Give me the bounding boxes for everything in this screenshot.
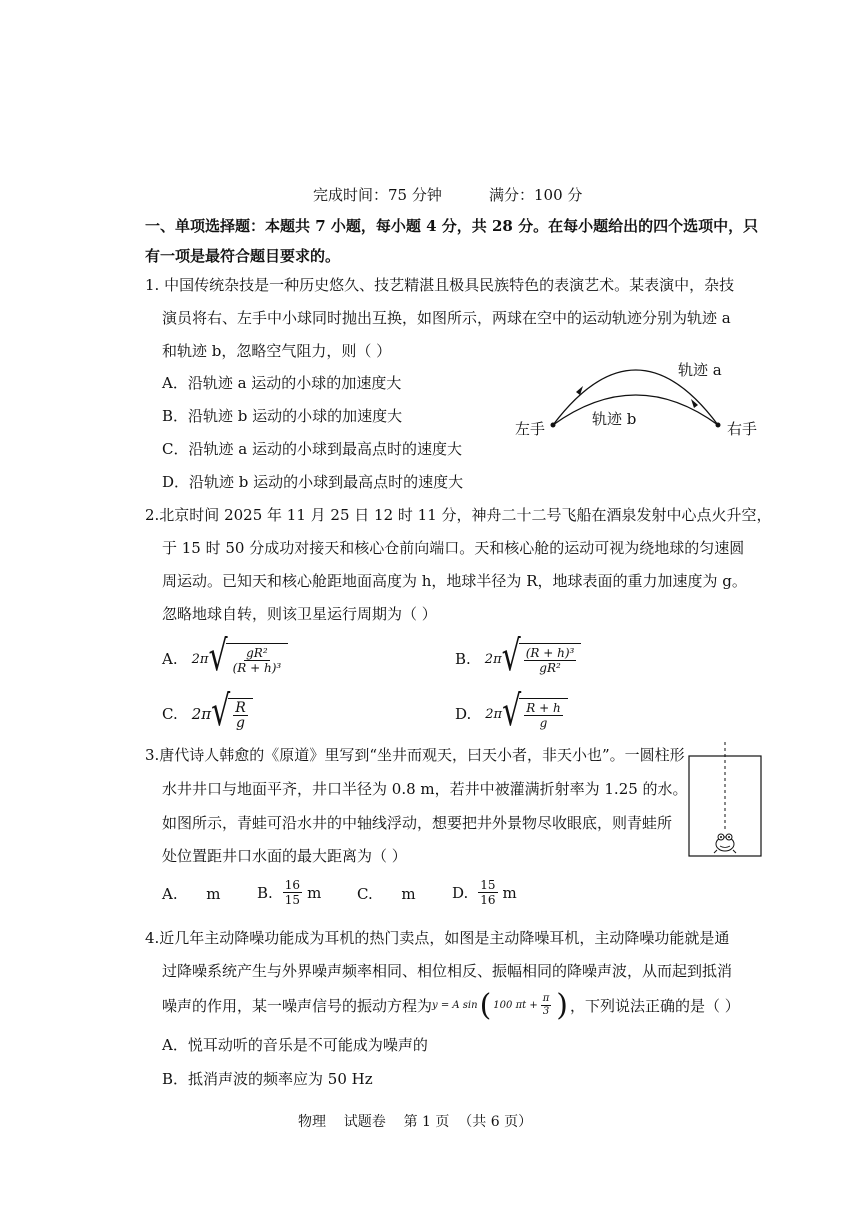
exam-score: 满分：100 分 xyxy=(489,186,583,204)
unit: m xyxy=(502,883,517,902)
numerator: R + h xyxy=(526,701,561,715)
option-letter: B. xyxy=(455,650,471,668)
label-trajectory-a: 轨迹 a xyxy=(678,361,722,379)
page-footer: 物理 试题卷 第 1 页 （共 6 页） xyxy=(298,1114,533,1130)
q1-text: 演员将右、左手中小球同时抛出互换，如图所示，两球在空中的运动轨迹分别为轨迹 a xyxy=(162,309,731,327)
denominator: 16 xyxy=(480,893,496,907)
equation-inner: 100 πt + xyxy=(493,1000,538,1011)
q1-option-b: B．沿轨迹 b 运动的小球的加速度大 xyxy=(162,407,403,425)
unit: m xyxy=(307,883,322,902)
denominator: (R + h)³ xyxy=(232,661,282,675)
q2-option-b: B. 2π √ $\frac{\text{(R + h)³}}{\text{gR²}}$ xyxy=(455,643,581,675)
q3-text: 水井井口与地面平齐，井口半径为 0.8 m，若井中被灌满折射率为 1.25 的水。 xyxy=(162,780,688,798)
q4-option-a: A．悦耳动听的音乐是不可能成为噪声的 xyxy=(162,1036,428,1054)
numerator: 16 xyxy=(284,878,301,892)
q4-text-line3 xyxy=(162,988,740,1023)
q3-option-c: C. m xyxy=(357,885,416,903)
left-hand-point xyxy=(551,423,556,428)
q3-text: 处位置距井口水面的最大距离为（ ） xyxy=(162,847,407,865)
q2-option-c: C. 2π √ $\frac{R}{g}$ xyxy=(162,698,253,730)
q2-text: 忽略地球自转，则该卫星运行周期为（ ） xyxy=(162,605,437,623)
option-letter: D. xyxy=(455,705,472,723)
q1-option-c: C．沿轨迹 a 运动的小球到最高点时的速度大 xyxy=(162,440,462,458)
two-pi: 2π xyxy=(191,705,212,723)
q4-text-post: ，下列说法正确的是（ ） xyxy=(570,997,740,1015)
right-hand-point xyxy=(716,423,721,428)
frog-icon xyxy=(714,834,736,853)
two-pi: 2π xyxy=(485,706,503,722)
option-letter: A. xyxy=(162,650,178,668)
q2-text: 周运动。已知天和核心舱距地面高度为 h，地球半径为 R，地球表面的重力加速度为 g。 xyxy=(162,572,747,590)
label-left-hand: 左手 xyxy=(515,420,546,438)
label-trajectory-b: 轨迹 b xyxy=(592,410,637,428)
option-letter: B. xyxy=(257,883,273,902)
option-letter: C. xyxy=(162,705,178,723)
q4-text: 过降噪系统产生与外界噪声频率相同、相位相反、振幅相同的降噪声波，从而起到抵消 xyxy=(162,962,733,980)
numerator: (R + h)³ xyxy=(525,646,575,660)
numerator: 15 xyxy=(480,878,496,892)
denominator: 3 xyxy=(542,1006,550,1017)
numerator: R xyxy=(235,700,246,716)
q1-text: 和轨迹 b，忽略空气阻力，则（ ） xyxy=(162,342,392,360)
q2-text: 于 15 时 50 分成功对接天和核心仓前向端口。天和核心舱的运动可视为绕地球的匀速圆 xyxy=(162,539,745,557)
vibration-equation: y = A sin ( 100 πt + $\frac{\pi}{3}$ ) xyxy=(432,988,569,1023)
q4-text: 4.近几年主动降噪功能成为耳机的热门卖点，如图是主动降噪耳机，主动降噪功能就是通 xyxy=(145,929,730,947)
q4-option-b: B．抵消声波的频率应为 50 Hz xyxy=(162,1070,373,1088)
numerator: π xyxy=(542,993,550,1004)
q3-text: 如图所示，青蛙可沿水井的中轴线浮动，想要把井外景物尽收眼底，则青蛙所 xyxy=(162,814,673,832)
q3-option-a: A. m xyxy=(162,885,221,903)
label-right-hand: 右手 xyxy=(727,420,758,438)
equation-lhs: y = A sin xyxy=(432,1000,478,1011)
q3-option-b xyxy=(257,878,321,907)
q2-option-d: D. 2π √ $\frac{R + h}{g}$ xyxy=(455,698,568,730)
section-title: 一、单项选择题：本题共 7 小题，每小题 4 分，共 28 分。在每小题给出的四个选项中，只 xyxy=(145,217,759,235)
q4-text-pre: 噪声的作用，某一噪声信号的振动方程为 xyxy=(162,997,433,1015)
exam-time: 完成时间：75 分钟 xyxy=(313,186,442,204)
q1-text: 1. 中国传统杂技是一种历史悠久、技艺精湛且极具民族特色的表演艺术。某表演中，杂技 xyxy=(145,276,735,294)
well-figure xyxy=(688,742,764,860)
q3-text: 3.唐代诗人韩愈的《原道》里写到“坐井而观天，曰天小者，非天小也”。一圆柱形 xyxy=(145,746,685,764)
q2-text: 2.北京时间 2025 年 11 月 25 日 12 时 11 分，神舟二十二号飞船在酒泉发射中心点火升空， xyxy=(145,506,772,524)
numerator: gR² xyxy=(246,646,268,660)
section-title-cont: 有一项是最符合题目要求的。 xyxy=(145,247,341,265)
q1-option-a: A．沿轨迹 a 运动的小球的加速度大 xyxy=(162,374,402,392)
q1-option-d: D．沿轨迹 b 运动的小球到最高点时的速度大 xyxy=(162,473,464,491)
denominator: 15 xyxy=(284,893,301,907)
two-pi: 2π xyxy=(484,651,502,667)
option-letter: D. xyxy=(452,883,469,902)
two-pi: 2π xyxy=(191,651,209,667)
denominator: g xyxy=(236,715,245,731)
denominator: gR² xyxy=(539,661,561,675)
q2-option-a: A. 2π √ $\frac{\text{gR²}}{\text{(R + h)³}}$ xyxy=(162,643,288,675)
denominator: g xyxy=(539,716,548,730)
q3-option-d xyxy=(452,878,517,907)
